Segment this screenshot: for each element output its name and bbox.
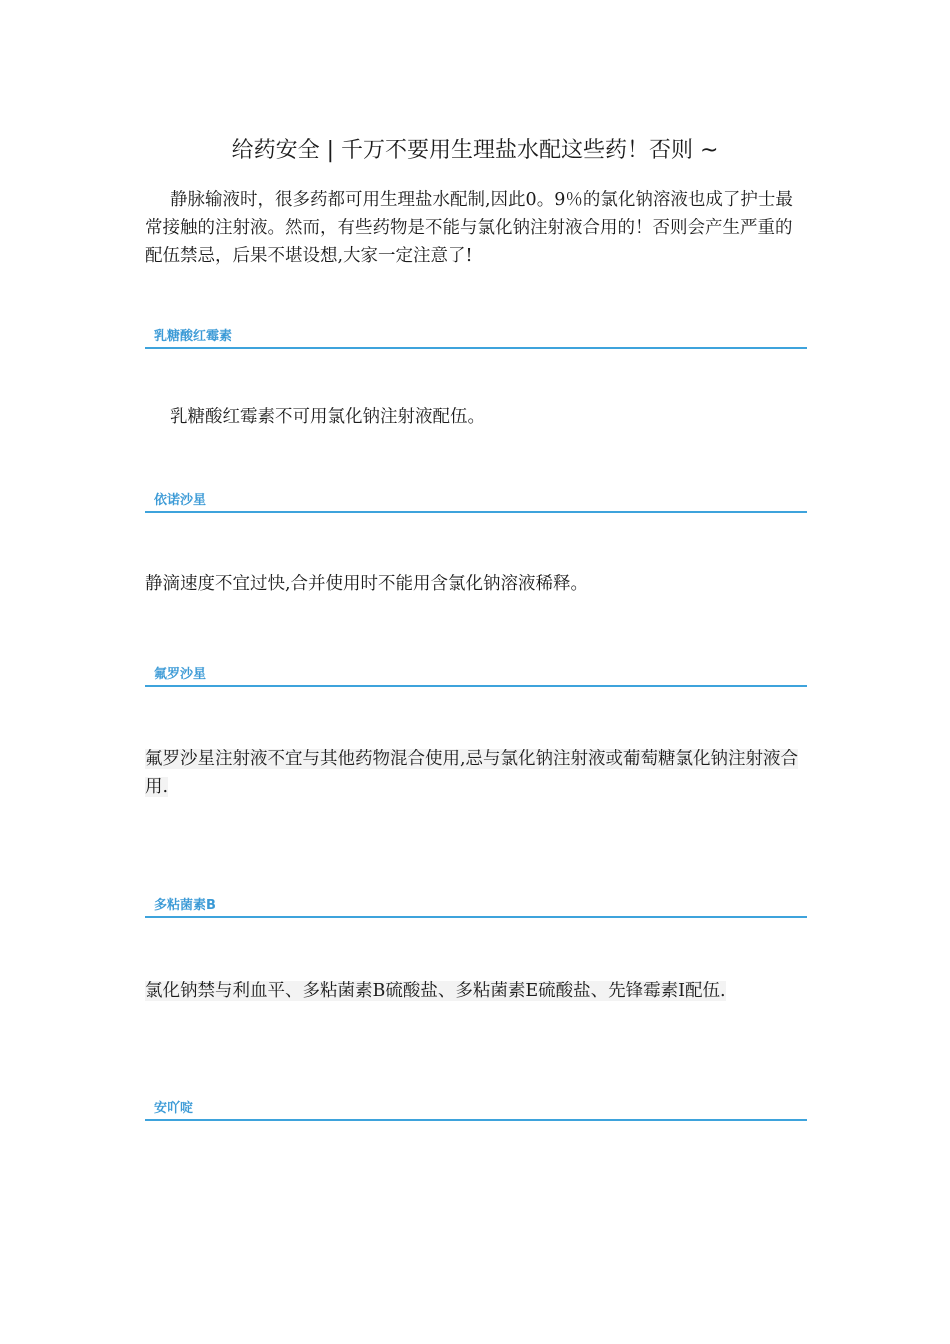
section-heading-label: 氟罗沙星 (154, 667, 207, 682)
section-heading-label: 依诺沙星 (154, 493, 207, 508)
section-heading-polymyxin-b (145, 894, 807, 918)
section-body-erythromycin-lactobionate: 乳糖酸红霉素不可用氯化钠注射液配伍。 (170, 407, 485, 427)
section-body-enoxacin: 静滴速度不宜过快,合并使用时不能用含氯化钠溶液稀释。 (145, 574, 589, 594)
section-heading-label: 安吖啶 (154, 1101, 194, 1116)
section-body-fleroxacin (145, 745, 807, 801)
section-body-text: 氟罗沙星注射液不宜与其他药物混合使用,忌与氯化钠注射液或葡萄糖氯化钠注射液合用. (145, 749, 799, 797)
section-heading-fleroxacin (145, 663, 807, 687)
section-heading-label: 多粘菌素B (154, 898, 216, 913)
section-heading-amsacrine (145, 1097, 807, 1121)
section-heading-label: 乳糖酸红霉素 (154, 329, 233, 344)
page-title: 给药安全 | 千万不要用生理盐水配这些药！否则 ~ (231, 138, 719, 163)
section-heading-enoxacin (145, 489, 807, 513)
section-body-polymyxin-b (145, 977, 807, 1005)
intro-paragraph: 静脉输液时，很多药都可用生理盐水配制,因此0。9％的氯化钠溶液也成了护士最常接触的注射液。然而，有些药物是不能与氯化钠注射液合用的！否则会产生严重的配伍禁忌，后果不堪设想,大家一定注意了! (145, 190, 793, 266)
section-body-text: 氯化钠禁与利血平、多粘菌素B硫酸盐、多粘菌素E硫酸盐、先锋霉素Ⅰ配伍. (145, 981, 726, 1001)
section-heading-erythromycin-lactobionate (145, 325, 807, 349)
